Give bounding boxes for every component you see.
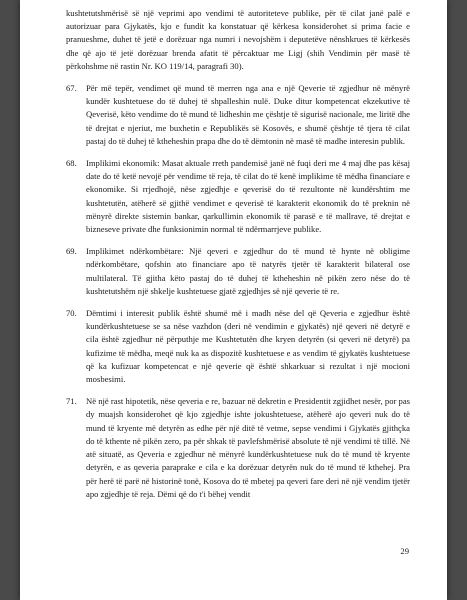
numbered-paragraph bbox=[66, 307, 410, 386]
paragraph-text: Në një rast hipotetik, nëse qeveria e re, bazuar në dekretin e Presidentit zgjidhet nesër, por pas dy muajsh konsiderohet që kjo zgjedhje ishte jokushtetuese, atëherë ajo qeveri nuk do të mund të kryente më detyrën as edhe për një ditë të vetme, sepse vendimi i Gjykatës gjithçka do të kthente në pikën zero, pa për shkak të pavlefshmërisë absolute të një vendimi të tillë. Në atë situatë, as Qeveria e zgjedhur në mënyrë kundërkushtetuese nuk do të mund të kryente detyrën, e as qeveria paraprake e cila e ka dorëzuar detyrën nuk do të mund të kthehej. Pra për herë të parë në historinë tonë, Kosova do të mbetej pa qeveri fare deri në një vendim tjetër apo zgjedhje të reja. Dëmi që do t'i bëhej vendit bbox=[86, 396, 410, 499]
numbered-paragraph bbox=[66, 82, 410, 148]
numbered-paragraph bbox=[66, 245, 410, 298]
document-page bbox=[20, 0, 447, 600]
intro-paragraph: kushtetutshmërisë së një veprimi apo vendimi të autoriteteve publike, për të cilat janë palë e autorizuar para Gjykatës, kjo e fundit ka konstatuar që kërkesa konsiderohet si prima facie e pranueshme, duhet të jetë e dorëzuar nga numri i nevojshëm i deputetëve nënshkrues të kërkesës dhe që ajo të jetë dorëzuar brenda afatit të përcaktuar me Ligj (shih Vendimin për masë të përkohshme në rastin Nr. KO 119/14, paragrafi 30). bbox=[66, 8, 410, 71]
numbered-paragraph bbox=[66, 395, 410, 501]
paragraph-text: Dëmtimi i interesit publik është shumë më i madh nëse del që Qeveria e zgjedhur është kundërkushtetuese se sa nëse vazhdon (deri në vendimin e gjykatës) një qeveri në detyrë e cila është zgjedhur në përputhje me Kushtetutën dhe kryen detyrën (si qeveri në detyrë) pa kufizime të mëdha, meqë nuk ka as dispozitë kushtetuese e as vendim të gjykatës kushtetuese që ka kufizuar kompetencat e një qeverie që është shkarkuar si rezultat i një mocioni mosbesimi. bbox=[86, 308, 410, 385]
paragraph-text: Implikimi ekonomik: Masat aktuale rreth pandemisë janë në fuqi deri me 4 maj dhe pas kësaj date do të ketë nevojë për vendime të reja, të cilat do të kenë implikime të mëdha financiare e ekonomike. Si rrjedhojë, nëse zgjedhje e qeverisë do të rezultonte në kundërshtim me kushtetutën, atëherë së gjithë vendimet e qeverisë të karakterit ekonomik do të preknin në mënyrë direkte sistemin bankar, qarkullimin ekonomik të parasë e të mallrave, të drejtat e bizneseve private dhe funksionimin normal të ndërmarrjeve publike. bbox=[86, 158, 410, 235]
paragraph-text: Për më tepër, vendimet që mund të merren nga ana e një Qeverie të zgjedhur në mënyrë kundër kushtetuese do të duhej të shpalleshin nulë. Duke ditur kompetencat ekzekutive të Qeverisë, këto vendime do të mund të lidheshin me çështje të sigurisë nacionale, me liritë dhe të drejtat e njeriut, me buxhetin e Republikës së Kosovës, e shumë çështje të tjera të cilat pastaj do të duhej të ktheheshin prapa dhe do të dëmtonin në masë të madhe interesin publik. bbox=[86, 83, 410, 146]
numbered-paragraph bbox=[66, 157, 410, 236]
paragraph-number: 70. bbox=[66, 308, 77, 319]
document-body bbox=[66, 7, 410, 510]
paragraph-text: Implikimet ndërkombëtare: Një qeveri e zgjedhur do të mund të hynte në obligime ndërkombëtare, qofshin ato financiare apo të natyrës tjetër të karakterit bilateral ose multilateral. Të gjitha këto pastaj do të duhej të ktheheshin në pikën zero nëse do të kushtetutshëm një shkelje kushtetuese gjatë zgjedhjes së një qeverie të re. bbox=[86, 246, 410, 296]
paragraph-number: 68. bbox=[66, 158, 77, 169]
page-number: 29 bbox=[400, 546, 409, 556]
paragraph-number: 71. bbox=[66, 396, 77, 407]
paragraph-number: 69. bbox=[66, 246, 77, 257]
paragraph-number: 67. bbox=[66, 83, 77, 94]
